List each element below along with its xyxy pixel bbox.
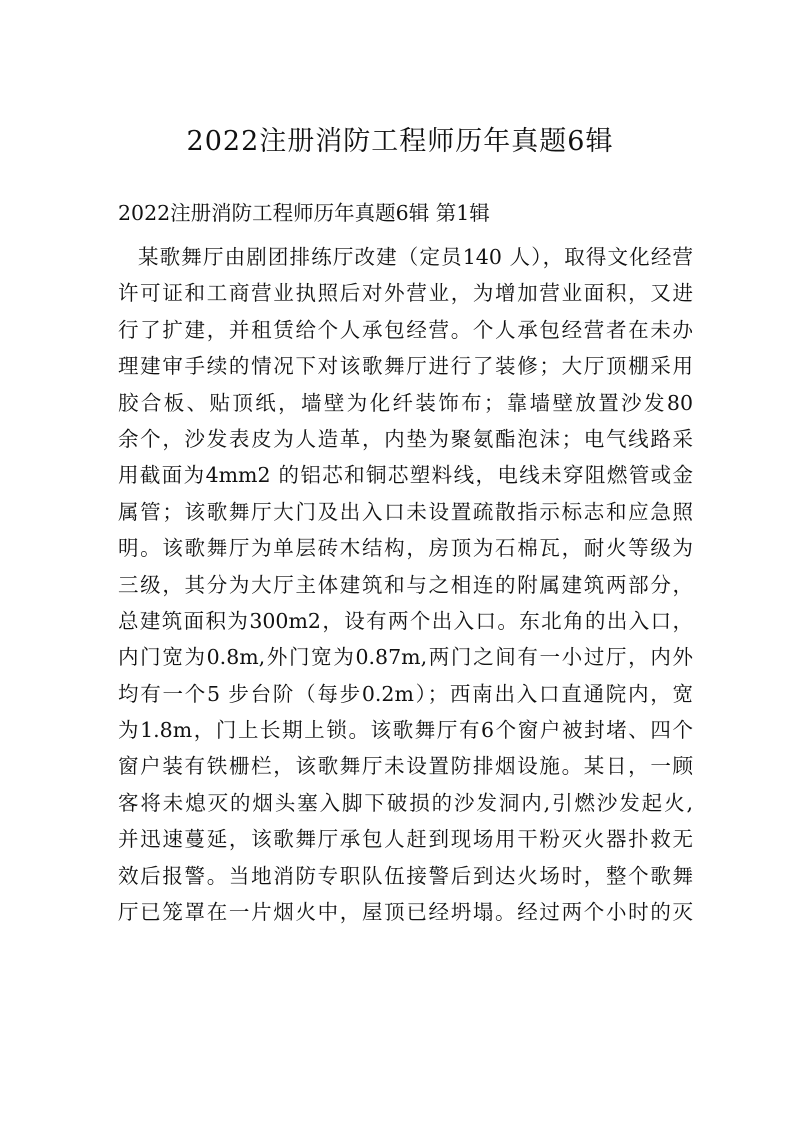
document-subtitle: 2022注册消防工程师历年真题6辑 第1辑 — [118, 201, 490, 225]
paragraph-line: 行了扩建，并租赁给个人承包经营。个人承包经营者在未办 — [118, 317, 693, 342]
paragraph-line: 三级，其分为大厅主体建筑和与之相连的附属建筑两部分， — [118, 572, 693, 597]
paragraph-line: 为1.8m，门上长期上锁。该歌舞厅有6个窗户被封堵、四个 — [118, 718, 693, 743]
paragraph-line: 余个，沙发表皮为人造革，内垫为聚氨酯泡沫；电气线路采 — [118, 426, 693, 451]
paragraph-line: 均有一个5 步台阶（每步0.2m）；西南出入口直通院内，宽 — [118, 681, 693, 706]
paragraph-line: 某歌舞厅由剧团排练厅改建（定员140 人），取得文化经营 — [138, 245, 693, 269]
paragraph-line: 内门宽为0.8m,外门宽为0.87m,两门之间有一小过厅，内外 — [118, 645, 693, 670]
paragraph-line: 明。该歌舞厅为单层砖木结构，房顶为石棉瓦，耐火等级为 — [118, 536, 693, 561]
paragraph-line: 效后报警。当地消防专职队伍接警后到达火场时，整个歌舞 — [118, 863, 693, 888]
paragraph-line: 客将未熄灭的烟头塞入脚下破损的沙发洞内,引燃沙发起火, — [118, 790, 693, 815]
paragraph-line: 理建审手续的情况下对该歌舞厅进行了装修；大厅顶棚采用 — [118, 354, 693, 379]
document-title: 2022注册消防工程师历年真题6辑 — [186, 126, 614, 157]
paragraph-line: 厅已笼罩在一片烟火中，屋顶已经坍塌。经过两个小时的灭 — [118, 900, 693, 925]
paragraph-line: 总建筑面积为300m2，设有两个出入口。东北角的出入口， — [118, 608, 693, 633]
paragraph-line: 并迅速蔓延，该歌舞厅承包人赶到现场用干粉灭火器扑救无 — [118, 827, 693, 852]
paragraph-line: 胶合板、贴顶纸，墙壁为化纤装饰布；靠墙壁放置沙发80 — [118, 390, 693, 415]
paragraph-line: 用截面为4mm2 的铝芯和铜芯塑料线，电线未穿阻燃管或金 — [118, 463, 693, 488]
document-body — [118, 239, 693, 930]
paragraph-line: 属管；该歌舞厅大门及出入口未设置疏散指示标志和应急照 — [118, 499, 693, 524]
paragraph-line: 窗户装有铁栅栏，该歌舞厅未设置防排烟设施。某日，一顾 — [118, 754, 693, 779]
paragraph-line: 许可证和工商营业执照后对外营业，为增加营业面积，又进 — [118, 281, 693, 306]
